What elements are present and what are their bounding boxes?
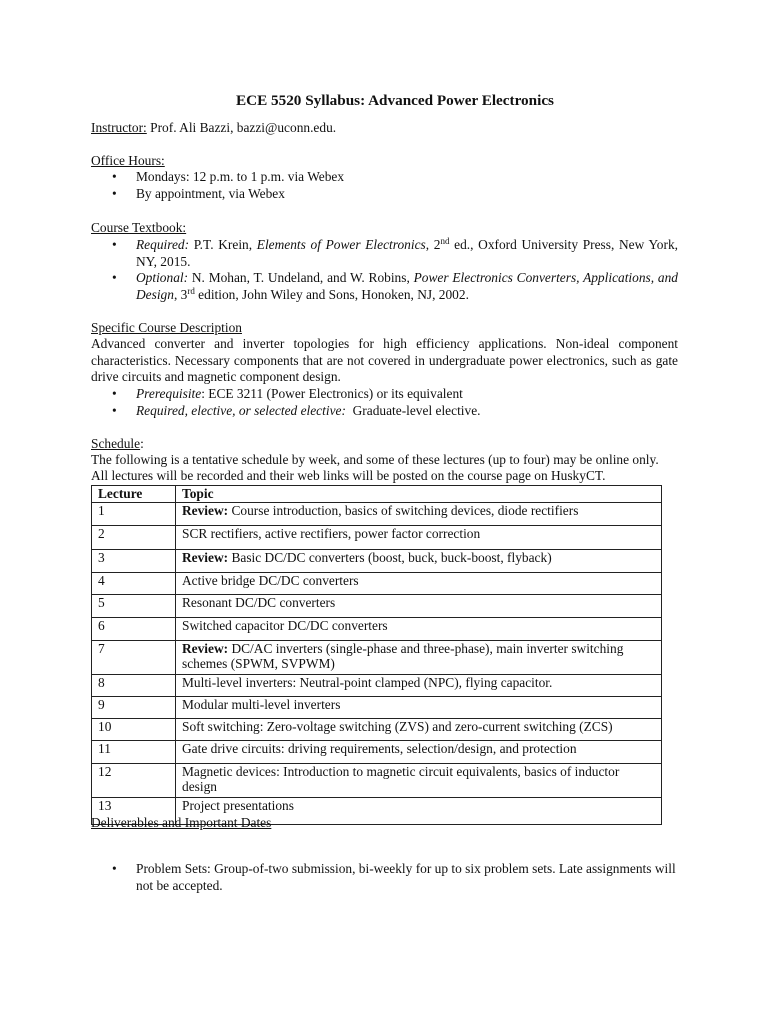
lecture-number: 12 <box>92 763 176 797</box>
lecture-topic <box>176 640 662 674</box>
description-list <box>91 386 678 419</box>
required-edition: , 2 <box>425 237 441 252</box>
description-text: Advanced converter and inverter topologies for high efficiency applications. Non-ideal component characteristics. Necessary components that are not covered in undergraduate power electronics, such as gate drive circuits and magnetic component design. <box>91 336 678 384</box>
required-book: Elements of Power Electronics <box>256 237 426 252</box>
topic-text: Switched capacitor DC/DC converters <box>182 617 388 633</box>
table-row <box>92 549 662 572</box>
deliverables-heading: Deliverables and Important Dates <box>91 815 272 830</box>
column-header-topic: Topic <box>176 486 662 503</box>
table-row <box>92 525 662 549</box>
lecture-topic <box>176 740 662 763</box>
list-item: • Mondays: 12 p.m. to 1 p.m. via Webex <box>91 169 678 186</box>
lecture-number: 3 <box>92 549 176 572</box>
lecture-number: 13 <box>92 797 176 824</box>
topic-text: Active bridge DC/DC converters <box>182 572 359 588</box>
topic-text: DC/AC inverters (single-phase and three-phase), main inverter switching schemes (SPWM, SVPWM) <box>182 640 624 671</box>
lecture-topic <box>176 525 662 549</box>
schedule-table <box>91 485 662 825</box>
prerequisite-value: : ECE 3211 (Power Electronics) or its equivalent <box>201 386 463 401</box>
optional-rest: edition, John Wiley and Sons, Honoken, NJ, 2002. <box>194 286 469 302</box>
lecture-number: 7 <box>92 640 176 674</box>
lecture-topic <box>176 594 662 617</box>
optional-edition-sup: rd <box>187 285 195 296</box>
instructor-line <box>91 120 336 137</box>
optional-book: Power Electronics Converters, Applications, and Design <box>136 270 678 302</box>
list-item: • By appointment, via Webex <box>91 186 678 203</box>
topic-text: Multi-level inverters: Neutral-point clamped (NPC), flying capacitor. <box>182 674 553 690</box>
lecture-number: 9 <box>92 696 176 718</box>
topic-text: Course introduction, basics of switching devices, diode rectifiers <box>228 502 579 518</box>
schedule-note: The following is a tentative schedule by week, and some of these lectures (up to four) may be online only. <box>91 452 659 467</box>
office-hours-heading: Office Hours: <box>91 153 165 168</box>
optional-label: Optional: <box>136 270 189 285</box>
review-label: Review: <box>182 502 229 518</box>
required-label: Required: <box>136 237 190 252</box>
lecture-number: 2 <box>92 525 176 549</box>
lecture-topic <box>176 617 662 640</box>
required-edition-sup: nd <box>440 236 450 246</box>
lecture-number: 4 <box>92 572 176 594</box>
optional-authors: N. Mohan, T. Undeland, and W. Robins, <box>188 270 414 285</box>
topic-text: Soft switching: Zero-voltage switching (ZVS) and zero-current switching (ZCS) <box>182 718 613 734</box>
lecture-number: 8 <box>92 674 176 696</box>
textbook-optional <box>91 270 678 303</box>
schedule-heading-colon: : <box>140 436 144 451</box>
schedule-heading <box>91 436 144 453</box>
textbook-heading: Course Textbook: <box>91 220 187 235</box>
lecture-topic <box>176 502 662 525</box>
required-rest: ed., Oxford University Press, New York, NY, 2015. <box>136 237 678 269</box>
deliverables-list <box>91 861 678 894</box>
elective-label: Required, elective, or selected elective: <box>136 402 346 418</box>
table-row <box>92 740 662 763</box>
review-label: Review: <box>182 640 229 656</box>
textbook-required <box>91 237 678 270</box>
table-row <box>92 572 662 594</box>
lecture-topic <box>176 696 662 718</box>
table-row <box>92 674 662 696</box>
lecture-topic <box>176 674 662 696</box>
topic-text: SCR rectifiers, active rectifiers, power factor correction <box>182 525 481 541</box>
table-row <box>92 696 662 718</box>
table-row <box>92 763 662 797</box>
topic-text: Basic DC/DC converters (boost, buck, buck-boost, flyback) <box>228 549 552 565</box>
list-item: • Problem Sets: Group-of-two submission, bi-weekly for up to six problem sets. Late assignments will not be accepted. <box>91 861 678 894</box>
prerequisite-item <box>91 386 678 403</box>
instructor-value: Prof. Ali Bazzi, bazzi@uconn.edu. <box>146 120 337 135</box>
office-hours-list <box>91 169 678 202</box>
topic-text: Project presentations <box>182 797 294 813</box>
lecture-number: 5 <box>92 594 176 617</box>
table-header-row <box>92 486 662 503</box>
lecture-topic <box>176 763 662 797</box>
textbook-list <box>91 237 678 303</box>
table-row <box>92 502 662 525</box>
required-authors: P.T. Krein, <box>189 237 257 252</box>
elective-value: Graduate-level elective. <box>345 402 481 418</box>
topic-text: Magnetic devices: Introduction to magnetic circuit equivalents, basics of inductor design <box>182 763 620 794</box>
topic-text: Modular multi-level inverters <box>182 696 341 712</box>
lecture-topic <box>176 549 662 572</box>
description-heading: Specific Course Description <box>91 320 242 335</box>
lecture-number: 11 <box>92 740 176 763</box>
table-row <box>92 718 662 740</box>
schedule-note: All lectures will be recorded and their web links will be posted on the course page on HuskyCT. <box>91 468 606 483</box>
lecture-number: 6 <box>92 617 176 640</box>
optional-edition: , 3 <box>173 286 188 302</box>
schedule-table-body <box>92 502 662 824</box>
instructor-label: Instructor: <box>91 120 147 135</box>
lecture-topic <box>176 718 662 740</box>
table-row <box>92 617 662 640</box>
column-header-lecture: Lecture <box>92 486 176 503</box>
prerequisite-label: Prerequisite <box>136 386 202 401</box>
lecture-topic <box>176 572 662 594</box>
topic-text: Resonant DC/DC converters <box>182 594 336 610</box>
lecture-number: 1 <box>92 502 176 525</box>
table-row <box>92 594 662 617</box>
elective-item <box>91 403 678 420</box>
review-label: Review: <box>182 549 229 565</box>
table-row <box>92 640 662 674</box>
topic-text: Gate drive circuits: driving requirements, selection/design, and protection <box>182 740 577 756</box>
schedule-heading-text: Schedule <box>91 436 141 451</box>
page-title: ECE 5520 Syllabus: Advanced Power Electronics <box>236 92 554 109</box>
lecture-number: 10 <box>92 718 176 740</box>
